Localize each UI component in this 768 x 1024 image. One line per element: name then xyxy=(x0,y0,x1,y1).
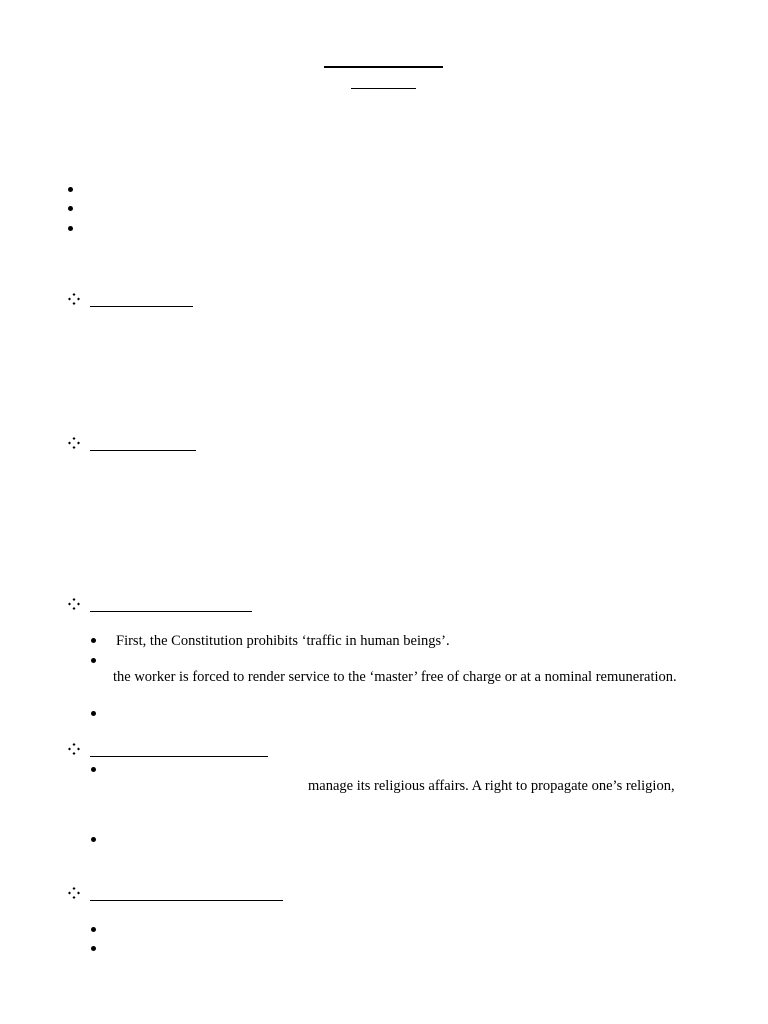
list-item-text: manage its religious affairs. A right to propagate one’s religion, xyxy=(308,778,675,794)
diamond-bullet-icon xyxy=(68,293,80,305)
title-underline xyxy=(324,66,443,68)
list-bullet xyxy=(68,206,73,211)
section-heading-underline xyxy=(90,450,196,451)
diamond-bullet-icon xyxy=(68,437,80,449)
section-heading-underline xyxy=(90,611,252,612)
list-bullet xyxy=(91,711,96,716)
diamond-bullet-icon xyxy=(68,743,80,755)
list-item-text: the worker is forced to render service to the ‘master’ free of charge or at a nominal remuneration. xyxy=(113,669,677,685)
section-heading-underline xyxy=(90,306,193,307)
list-item-text: First, the Constitution prohibits ‘traffic in human beings’. xyxy=(116,633,450,649)
list-bullet xyxy=(91,837,96,842)
list-bullet xyxy=(91,767,96,772)
list-bullet xyxy=(91,946,96,951)
list-bullet xyxy=(91,638,96,643)
section-heading-underline xyxy=(90,900,283,901)
list-bullet xyxy=(91,658,96,663)
subtitle-underline xyxy=(351,88,416,89)
diamond-bullet-icon xyxy=(68,887,80,899)
diamond-bullet-icon xyxy=(68,598,80,610)
list-bullet xyxy=(91,927,96,932)
list-bullet xyxy=(68,226,73,231)
section-heading-underline xyxy=(90,756,268,757)
list-bullet xyxy=(68,187,73,192)
